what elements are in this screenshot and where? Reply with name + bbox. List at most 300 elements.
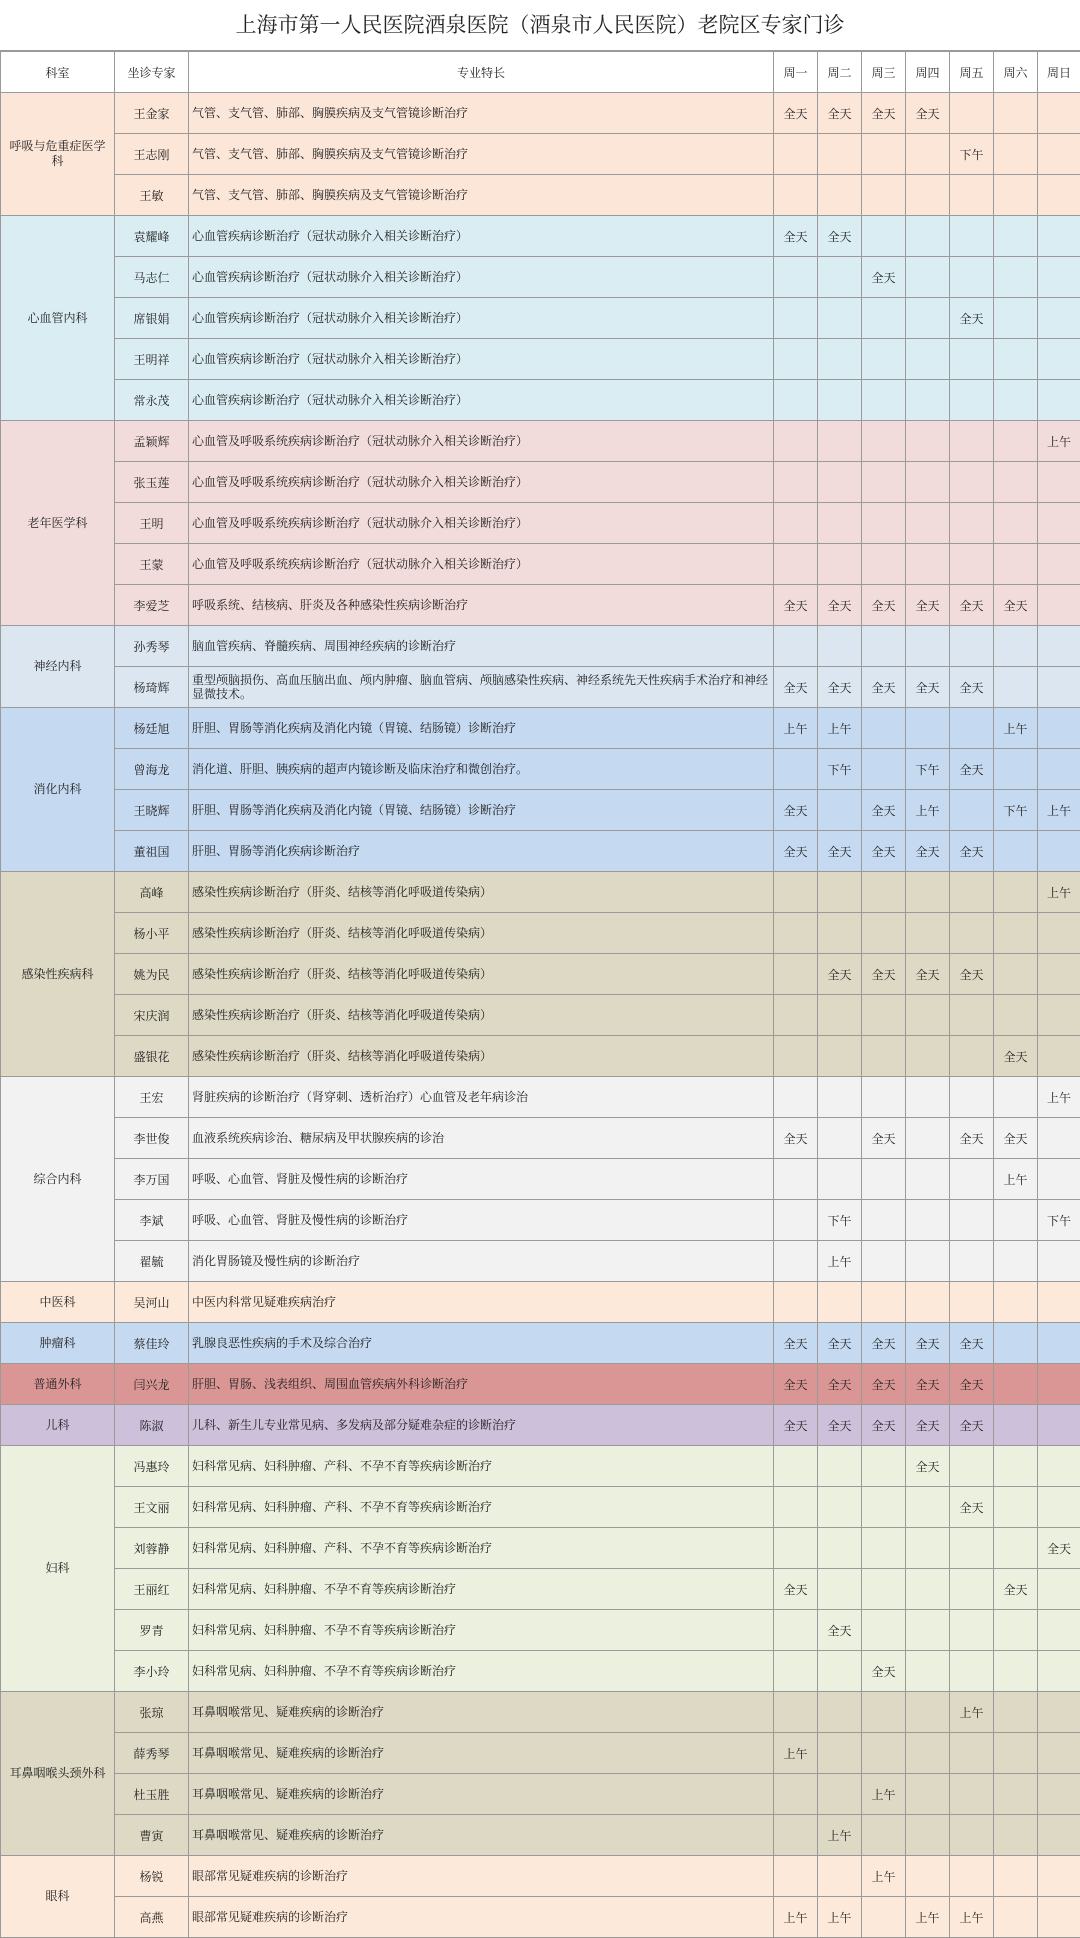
schedule-cell bbox=[818, 175, 862, 216]
schedule-cell bbox=[950, 1159, 994, 1200]
schedule-cell bbox=[906, 1569, 950, 1610]
schedule-cell bbox=[774, 544, 818, 585]
table-row bbox=[1, 1692, 1080, 1733]
table-row bbox=[1, 175, 1080, 216]
schedule-cell: 全天 bbox=[950, 1364, 994, 1405]
schedule-cell: 上午 bbox=[774, 1897, 818, 1938]
schedule-cell: 下午 bbox=[994, 790, 1038, 831]
header-cell: 专业特长 bbox=[189, 52, 774, 93]
schedule-cell: 全天 bbox=[862, 667, 906, 708]
specialty-cell: 儿科、新生儿专业常见病、多发病及部分疑难杂症的诊断治疗 bbox=[189, 1405, 774, 1446]
schedule-cell bbox=[906, 913, 950, 954]
schedule-cell bbox=[774, 134, 818, 175]
schedule-cell bbox=[906, 1856, 950, 1897]
schedule-cell bbox=[950, 1774, 994, 1815]
schedule-cell: 全天 bbox=[950, 954, 994, 995]
specialty-cell: 心血管疾病诊断治疗（冠状动脉介入相关诊断治疗） bbox=[189, 298, 774, 339]
schedule-cell bbox=[906, 257, 950, 298]
schedule-cell: 上午 bbox=[1038, 421, 1080, 462]
schedule-cell bbox=[1038, 708, 1080, 749]
department-cell: 神经内科 bbox=[1, 626, 115, 708]
schedule-cell bbox=[950, 1569, 994, 1610]
specialty-cell: 重型颅脑损伤、高血压脑出血、颅内肿瘤、脑血管病、颅脑感染性疾病、神经系统先天性疾病手术治疗和神经显微技术。 bbox=[189, 667, 774, 708]
schedule-cell bbox=[1038, 544, 1080, 585]
department-cell: 普通外科 bbox=[1, 1364, 115, 1405]
specialty-cell: 气管、支气管、肺部、胸膜疾病及支气管镜诊断治疗 bbox=[189, 134, 774, 175]
schedule-cell bbox=[774, 913, 818, 954]
specialty-cell: 心血管疾病诊断治疗（冠状动脉介入相关诊断治疗） bbox=[189, 339, 774, 380]
schedule-cell bbox=[950, 93, 994, 134]
schedule-cell bbox=[950, 995, 994, 1036]
schedule-cell bbox=[906, 134, 950, 175]
schedule-cell bbox=[774, 503, 818, 544]
schedule-cell bbox=[1038, 1610, 1080, 1651]
table-row bbox=[1, 298, 1080, 339]
schedule-cell bbox=[1038, 1323, 1080, 1364]
schedule-cell bbox=[862, 1487, 906, 1528]
schedule-cell bbox=[1038, 626, 1080, 667]
schedule-cell bbox=[862, 1036, 906, 1077]
table-row bbox=[1, 1405, 1080, 1446]
table-row bbox=[1, 1241, 1080, 1282]
schedule-cell bbox=[994, 1077, 1038, 1118]
schedule-cell bbox=[774, 1487, 818, 1528]
department-cell: 消化内科 bbox=[1, 708, 115, 872]
schedule-cell bbox=[994, 1815, 1038, 1856]
specialty-cell: 肝胆、胃肠、浅表组织、周围血管疾病外科诊断治疗 bbox=[189, 1364, 774, 1405]
department-cell: 儿科 bbox=[1, 1405, 115, 1446]
schedule-cell bbox=[950, 216, 994, 257]
doctor-name-cell: 王明 bbox=[115, 503, 189, 544]
department-cell: 呼吸与危重症医学科 bbox=[1, 93, 115, 216]
schedule-cell bbox=[994, 1610, 1038, 1651]
schedule-cell bbox=[994, 257, 1038, 298]
schedule-cell: 上午 bbox=[906, 790, 950, 831]
table-row bbox=[1, 872, 1080, 913]
specialty-cell: 妇科常见病、妇科肿瘤、不孕不育等疾病诊断治疗 bbox=[189, 1610, 774, 1651]
schedule-cell: 上午 bbox=[1038, 1077, 1080, 1118]
header-cell: 周二 bbox=[818, 52, 862, 93]
specialty-cell: 呼吸、心血管、肾脏及慢性病的诊断治疗 bbox=[189, 1200, 774, 1241]
schedule-cell bbox=[818, 1856, 862, 1897]
schedule-cell: 全天 bbox=[818, 216, 862, 257]
schedule-cell bbox=[994, 667, 1038, 708]
specialty-cell: 耳鼻咽喉常见、疑难疾病的诊断治疗 bbox=[189, 1733, 774, 1774]
schedule-cell bbox=[906, 1487, 950, 1528]
schedule-cell bbox=[994, 913, 1038, 954]
schedule-cell bbox=[818, 421, 862, 462]
schedule-cell bbox=[818, 1487, 862, 1528]
schedule-cell bbox=[774, 626, 818, 667]
schedule-cell bbox=[950, 544, 994, 585]
schedule-cell bbox=[1038, 1405, 1080, 1446]
schedule-cell: 全天 bbox=[862, 1405, 906, 1446]
schedule-cell bbox=[818, 380, 862, 421]
schedule-cell bbox=[994, 1651, 1038, 1692]
department-cell: 老年医学科 bbox=[1, 421, 115, 626]
table-row bbox=[1, 462, 1080, 503]
table-row bbox=[1, 749, 1080, 790]
schedule-cell: 下午 bbox=[906, 749, 950, 790]
schedule-cell bbox=[774, 1446, 818, 1487]
schedule-cell bbox=[1038, 913, 1080, 954]
schedule-cell bbox=[950, 1528, 994, 1569]
schedule-cell bbox=[862, 708, 906, 749]
schedule-cell bbox=[774, 1159, 818, 1200]
schedule-cell: 上午 bbox=[994, 1159, 1038, 1200]
specialty-cell: 心血管及呼吸系统疾病诊断治疗（冠状动脉介入相关诊断治疗） bbox=[189, 503, 774, 544]
schedule-cell: 全天 bbox=[862, 831, 906, 872]
table-row bbox=[1, 1323, 1080, 1364]
specialty-cell: 心血管疾病诊断治疗（冠状动脉介入相关诊断治疗） bbox=[189, 216, 774, 257]
schedule-cell bbox=[862, 1077, 906, 1118]
schedule-cell bbox=[818, 626, 862, 667]
specialty-cell: 感染性疾病诊断治疗（肝炎、结核等消化呼吸道传染病） bbox=[189, 995, 774, 1036]
schedule-cell bbox=[862, 503, 906, 544]
schedule-cell bbox=[994, 1856, 1038, 1897]
doctor-name-cell: 席银娟 bbox=[115, 298, 189, 339]
header-cell: 科室 bbox=[1, 52, 115, 93]
page-title: 上海市第一人民医院酒泉医院（酒泉市人民医院）老院区专家门诊 bbox=[0, 0, 1080, 51]
table-row bbox=[1, 1118, 1080, 1159]
schedule-cell bbox=[818, 1528, 862, 1569]
table-row bbox=[1, 913, 1080, 954]
schedule-cell bbox=[774, 1692, 818, 1733]
schedule-cell bbox=[1038, 1241, 1080, 1282]
schedule-cell: 全天 bbox=[862, 790, 906, 831]
schedule-cell bbox=[774, 1651, 818, 1692]
schedule-cell bbox=[950, 1077, 994, 1118]
schedule-cell: 全天 bbox=[818, 93, 862, 134]
table-row bbox=[1, 1077, 1080, 1118]
doctor-name-cell: 张玉莲 bbox=[115, 462, 189, 503]
schedule-cell bbox=[1038, 831, 1080, 872]
schedule-cell bbox=[862, 1569, 906, 1610]
department-cell: 中医科 bbox=[1, 1282, 115, 1323]
schedule-cell bbox=[906, 1774, 950, 1815]
schedule-cell bbox=[818, 1159, 862, 1200]
schedule-cell bbox=[994, 421, 1038, 462]
schedule-cell bbox=[862, 216, 906, 257]
doctor-name-cell: 姚为民 bbox=[115, 954, 189, 995]
schedule-cell bbox=[950, 626, 994, 667]
doctor-name-cell: 马志仁 bbox=[115, 257, 189, 298]
schedule-cell: 全天 bbox=[818, 1364, 862, 1405]
schedule-cell: 上午 bbox=[862, 1856, 906, 1897]
schedule-cell bbox=[862, 175, 906, 216]
schedule-cell: 全天 bbox=[818, 1405, 862, 1446]
table-row bbox=[1, 708, 1080, 749]
schedule-cell bbox=[950, 1446, 994, 1487]
schedule-cell bbox=[862, 1897, 906, 1938]
schedule-cell: 上午 bbox=[818, 708, 862, 749]
schedule-cell: 全天 bbox=[774, 831, 818, 872]
schedule-cell: 全天 bbox=[862, 1364, 906, 1405]
schedule-cell bbox=[862, 298, 906, 339]
specialty-cell: 眼部常见疑难疾病的诊断治疗 bbox=[189, 1856, 774, 1897]
doctor-name-cell: 刘蓉静 bbox=[115, 1528, 189, 1569]
schedule-cell bbox=[774, 1036, 818, 1077]
schedule-cell bbox=[994, 872, 1038, 913]
doctor-name-cell: 杨锐 bbox=[115, 1856, 189, 1897]
schedule-cell: 全天 bbox=[994, 585, 1038, 626]
schedule-cell: 上午 bbox=[818, 1897, 862, 1938]
doctor-name-cell: 王金家 bbox=[115, 93, 189, 134]
schedule-cell bbox=[774, 1077, 818, 1118]
schedule-cell bbox=[950, 1610, 994, 1651]
schedule-cell bbox=[994, 544, 1038, 585]
schedule-cell bbox=[994, 1692, 1038, 1733]
specialty-cell: 耳鼻咽喉常见、疑难疾病的诊断治疗 bbox=[189, 1774, 774, 1815]
schedule-cell bbox=[774, 421, 818, 462]
doctor-name-cell: 袁耀峰 bbox=[115, 216, 189, 257]
specialty-cell: 血液系统疾病诊治、糖尿病及甲状腺疾病的诊治 bbox=[189, 1118, 774, 1159]
table-row bbox=[1, 1282, 1080, 1323]
schedule-cell bbox=[1038, 380, 1080, 421]
schedule-cell: 全天 bbox=[950, 298, 994, 339]
schedule-cell bbox=[862, 626, 906, 667]
doctor-name-cell: 常永茂 bbox=[115, 380, 189, 421]
table-row bbox=[1, 1364, 1080, 1405]
schedule-cell bbox=[906, 708, 950, 749]
doctor-name-cell: 薛秀琴 bbox=[115, 1733, 189, 1774]
schedule-cell bbox=[994, 1405, 1038, 1446]
table-row bbox=[1, 995, 1080, 1036]
header-cell: 周日 bbox=[1038, 52, 1080, 93]
schedule-cell bbox=[994, 1364, 1038, 1405]
specialty-cell: 妇科常见病、妇科肿瘤、产科、不孕不育等疾病诊断治疗 bbox=[189, 1528, 774, 1569]
schedule-cell bbox=[1038, 93, 1080, 134]
doctor-name-cell: 李斌 bbox=[115, 1200, 189, 1241]
doctor-name-cell: 王蒙 bbox=[115, 544, 189, 585]
schedule-cell: 上午 bbox=[774, 1733, 818, 1774]
schedule-cell bbox=[862, 380, 906, 421]
table-row bbox=[1, 134, 1080, 175]
table-row bbox=[1, 1815, 1080, 1856]
schedule-cell: 全天 bbox=[906, 667, 950, 708]
schedule-cell bbox=[1038, 1282, 1080, 1323]
schedule-cell: 全天 bbox=[774, 216, 818, 257]
doctor-name-cell: 杜玉胜 bbox=[115, 1774, 189, 1815]
schedule-cell: 全天 bbox=[950, 749, 994, 790]
header-cell: 周六 bbox=[994, 52, 1038, 93]
schedule-cell bbox=[906, 216, 950, 257]
schedule-cell bbox=[818, 503, 862, 544]
schedule-cell: 全天 bbox=[906, 1323, 950, 1364]
header-cell: 周四 bbox=[906, 52, 950, 93]
schedule-cell bbox=[818, 339, 862, 380]
schedule-cell: 全天 bbox=[906, 93, 950, 134]
schedule-cell bbox=[862, 872, 906, 913]
schedule-cell bbox=[862, 1159, 906, 1200]
header-cell: 坐诊专家 bbox=[115, 52, 189, 93]
schedule-cell bbox=[994, 626, 1038, 667]
table-row bbox=[1, 544, 1080, 585]
table-row bbox=[1, 1733, 1080, 1774]
schedule-cell: 上午 bbox=[906, 1897, 950, 1938]
schedule-cell: 全天 bbox=[774, 585, 818, 626]
schedule-cell bbox=[818, 1651, 862, 1692]
schedule-cell bbox=[1038, 954, 1080, 995]
schedule-cell bbox=[950, 790, 994, 831]
table-row bbox=[1, 585, 1080, 626]
schedule-cell bbox=[950, 503, 994, 544]
schedule-cell bbox=[994, 1446, 1038, 1487]
schedule-cell bbox=[950, 421, 994, 462]
doctor-name-cell: 蔡佳玲 bbox=[115, 1323, 189, 1364]
doctor-name-cell: 闫兴龙 bbox=[115, 1364, 189, 1405]
schedule-cell bbox=[862, 339, 906, 380]
table-row bbox=[1, 1651, 1080, 1692]
schedule-cell bbox=[906, 298, 950, 339]
schedule-cell bbox=[994, 995, 1038, 1036]
table-row bbox=[1, 1036, 1080, 1077]
schedule-cell bbox=[994, 1241, 1038, 1282]
schedule-cell bbox=[862, 1528, 906, 1569]
schedule-cell: 全天 bbox=[774, 1405, 818, 1446]
doctor-name-cell: 张琼 bbox=[115, 1692, 189, 1733]
schedule-cell bbox=[1038, 134, 1080, 175]
department-cell: 眼科 bbox=[1, 1856, 115, 1938]
specialty-cell: 妇科常见病、妇科肿瘤、不孕不育等疾病诊断治疗 bbox=[189, 1569, 774, 1610]
schedule-cell bbox=[1038, 257, 1080, 298]
schedule-cell bbox=[950, 1651, 994, 1692]
doctor-name-cell: 王文丽 bbox=[115, 1487, 189, 1528]
schedule-cell bbox=[950, 1241, 994, 1282]
schedule-cell bbox=[1038, 1651, 1080, 1692]
department-cell: 耳鼻咽喉头颈外科 bbox=[1, 1692, 115, 1856]
schedule-cell bbox=[1038, 339, 1080, 380]
schedule-cell bbox=[774, 1241, 818, 1282]
department-cell: 妇科 bbox=[1, 1446, 115, 1692]
schedule-cell: 上午 bbox=[1038, 872, 1080, 913]
doctor-name-cell: 冯惠玲 bbox=[115, 1446, 189, 1487]
schedule-cell: 上午 bbox=[862, 1774, 906, 1815]
schedule-cell bbox=[862, 1733, 906, 1774]
table-row bbox=[1, 1159, 1080, 1200]
schedule-cell bbox=[818, 257, 862, 298]
schedule-cell: 上午 bbox=[950, 1692, 994, 1733]
specialty-cell: 消化胃肠镜及慢性病的诊断治疗 bbox=[189, 1241, 774, 1282]
schedule-cell bbox=[1038, 462, 1080, 503]
schedule-cell bbox=[774, 1815, 818, 1856]
schedule-cell bbox=[774, 462, 818, 503]
schedule-cell bbox=[862, 1446, 906, 1487]
department-cell: 综合内科 bbox=[1, 1077, 115, 1282]
specialty-cell: 呼吸、心血管、肾脏及慢性病的诊断治疗 bbox=[189, 1159, 774, 1200]
doctor-name-cell: 高燕 bbox=[115, 1897, 189, 1938]
schedule-cell: 全天 bbox=[950, 1487, 994, 1528]
schedule-cell bbox=[818, 1569, 862, 1610]
schedule-cell bbox=[1038, 1774, 1080, 1815]
schedule-cell bbox=[774, 1610, 818, 1651]
schedule-cell bbox=[862, 421, 906, 462]
schedule-cell bbox=[994, 216, 1038, 257]
doctor-name-cell: 曹寅 bbox=[115, 1815, 189, 1856]
schedule-cell bbox=[1038, 585, 1080, 626]
doctor-name-cell: 王明祥 bbox=[115, 339, 189, 380]
schedule-cell bbox=[818, 462, 862, 503]
doctor-name-cell: 李万国 bbox=[115, 1159, 189, 1200]
schedule-cell bbox=[818, 872, 862, 913]
schedule-cell bbox=[1038, 1569, 1080, 1610]
schedule-cell: 全天 bbox=[950, 585, 994, 626]
specialty-cell: 气管、支气管、肺部、胸膜疾病及支气管镜诊断治疗 bbox=[189, 93, 774, 134]
doctor-name-cell: 宋庆润 bbox=[115, 995, 189, 1036]
specialty-cell: 脑血管疾病、脊髓疾病、周围神经疾病的诊断治疗 bbox=[189, 626, 774, 667]
schedule-cell bbox=[994, 831, 1038, 872]
schedule-cell: 全天 bbox=[818, 831, 862, 872]
schedule-cell bbox=[994, 749, 1038, 790]
doctor-name-cell: 高峰 bbox=[115, 872, 189, 913]
schedule-cell bbox=[774, 1856, 818, 1897]
table-row bbox=[1, 954, 1080, 995]
schedule-cell bbox=[950, 872, 994, 913]
schedule-cell bbox=[862, 134, 906, 175]
schedule-cell bbox=[906, 1118, 950, 1159]
schedule-cell bbox=[994, 1282, 1038, 1323]
table-row bbox=[1, 1856, 1080, 1897]
schedule-cell: 下午 bbox=[818, 749, 862, 790]
table-row bbox=[1, 1897, 1080, 1938]
schedule-cell bbox=[818, 1036, 862, 1077]
schedule-cell bbox=[950, 1200, 994, 1241]
schedule-cell bbox=[818, 1733, 862, 1774]
schedule-cell bbox=[862, 995, 906, 1036]
doctor-name-cell: 杨廷旭 bbox=[115, 708, 189, 749]
schedule-cell bbox=[906, 1282, 950, 1323]
schedule-cell bbox=[818, 913, 862, 954]
schedule-cell bbox=[906, 421, 950, 462]
schedule-cell: 上午 bbox=[994, 708, 1038, 749]
schedule-cell bbox=[774, 298, 818, 339]
schedule-cell: 全天 bbox=[950, 667, 994, 708]
schedule-cell bbox=[994, 1200, 1038, 1241]
schedule-cell bbox=[906, 339, 950, 380]
table-row bbox=[1, 790, 1080, 831]
schedule-cell: 全天 bbox=[994, 1569, 1038, 1610]
schedule-cell bbox=[1038, 749, 1080, 790]
schedule-cell bbox=[1038, 1856, 1080, 1897]
table-row bbox=[1, 1487, 1080, 1528]
schedule-cell bbox=[818, 544, 862, 585]
schedule-cell bbox=[818, 1774, 862, 1815]
schedule-cell bbox=[994, 1487, 1038, 1528]
schedule-cell: 全天 bbox=[1038, 1528, 1080, 1569]
schedule-cell bbox=[994, 1897, 1038, 1938]
schedule-cell bbox=[774, 1282, 818, 1323]
schedule-cell: 全天 bbox=[774, 1323, 818, 1364]
schedule-cell: 全天 bbox=[862, 1651, 906, 1692]
schedule-cell bbox=[818, 134, 862, 175]
schedule-cell: 全天 bbox=[862, 954, 906, 995]
doctor-name-cell: 李爱芝 bbox=[115, 585, 189, 626]
specialty-cell: 眼部常见疑难疾病的诊断治疗 bbox=[189, 1897, 774, 1938]
doctor-name-cell: 杨琦辉 bbox=[115, 667, 189, 708]
schedule-cell bbox=[1038, 1118, 1080, 1159]
schedule-cell: 全天 bbox=[950, 1405, 994, 1446]
schedule-cell: 全天 bbox=[774, 93, 818, 134]
schedule-table bbox=[0, 51, 1080, 1938]
schedule-cell bbox=[818, 1282, 862, 1323]
schedule-cell bbox=[906, 544, 950, 585]
doctor-name-cell: 王丽红 bbox=[115, 1569, 189, 1610]
schedule-cell: 全天 bbox=[862, 1118, 906, 1159]
doctor-name-cell: 吴河山 bbox=[115, 1282, 189, 1323]
table-row bbox=[1, 339, 1080, 380]
schedule-cell bbox=[950, 380, 994, 421]
doctor-name-cell: 翟毓 bbox=[115, 1241, 189, 1282]
